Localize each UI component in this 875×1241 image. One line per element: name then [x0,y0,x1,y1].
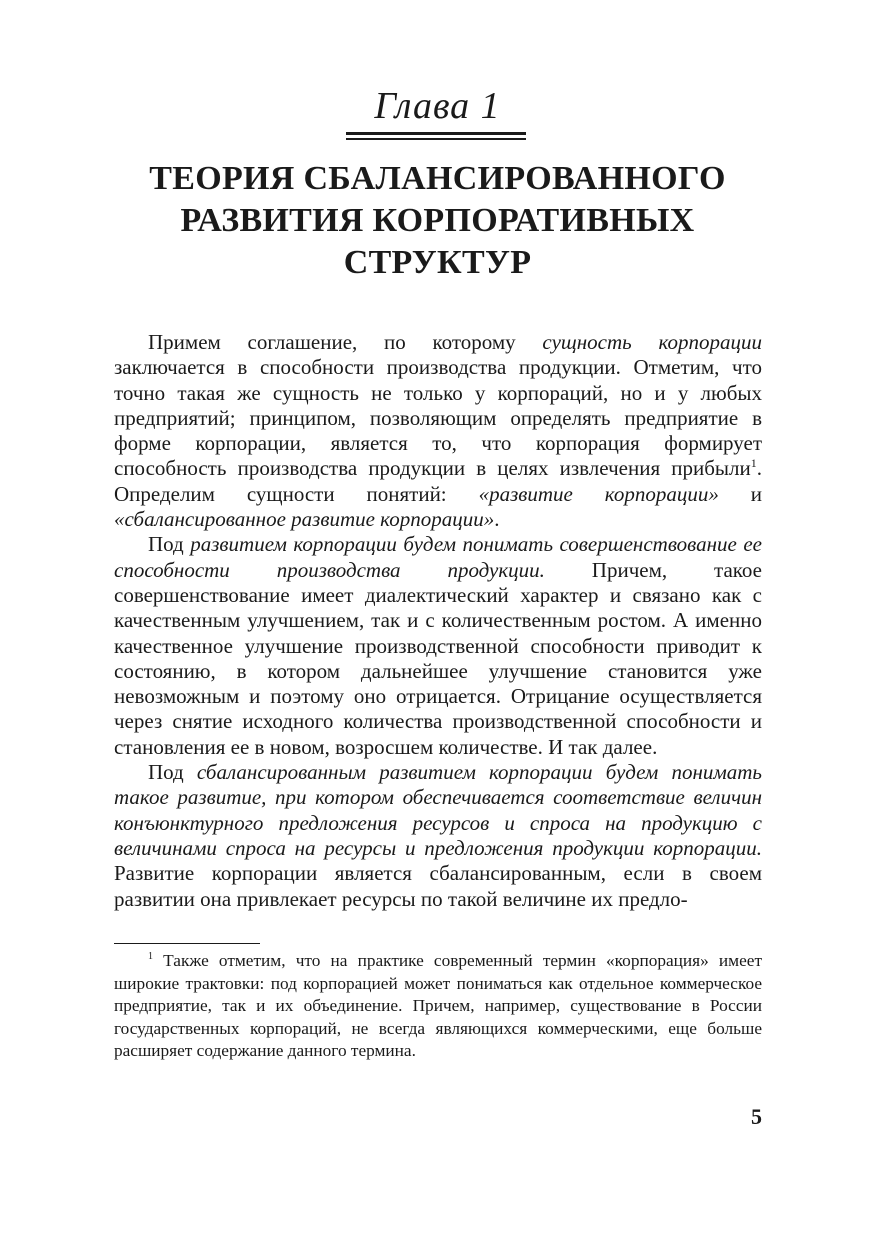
footnote-separator [114,943,260,944]
italic-definition: сбалансированным развитием корпорации будем понимать такое развитие, при котором обеспечивается соответствие величин конъюнктурного предложения ресурсов и спроса на продукцию с величинами спроса на ресурсы и предложения продукции корпорации. [114,760,762,860]
footnote-paragraph [114,950,762,1063]
chapter-rule-thick [346,132,526,135]
chapter-rule-thin [346,138,526,140]
text-run: . Определим сущности понятий: [114,456,762,506]
chapter-heading: Глава 1 [374,85,501,127]
title-line: ТЕОРИЯ СБАЛАНСИРОВАННОГО [149,160,726,197]
text-run: Примем соглашение, по которому [148,330,543,354]
text-run: Причем, такое совершенствование имеет диалектический характер и связано как с качественным улучшением, так и с количественным ростом. А именно качественное улучшение производственной способности приводит к состоянию, в котором дальнейшее улучшение становится уже невозможным и поэтому оно отрицается. Отрицание осуществляется через снятие исходного количества производственной способности и становления ее в новом, возросшем количестве. И так далее. [114,557,762,759]
chapter-title [0,158,875,284]
italic-term: «сбалансированное развитие корпорации» [114,507,495,532]
title-line: СТРУКТУР [343,244,532,281]
text-run: заключается в способности производства продукции. Отметим, что точно такая же сущность не только у корпораций, но и у любых предприятий; принципом, позволяющим определять предприятие в форме корпорации, является то, что корпорация формирует способность производства продукции в целях извлечения прибыли [114,355,762,481]
footnote [114,950,762,1063]
text-run: Развитие корпорации является сбалансированным, если в своем развитии она привлекает ресурсы по такой величине их предло- [114,861,762,911]
footnote-reference: 1 [750,456,757,471]
italic-term: «развитие корпорации» [478,481,719,506]
paragraph [114,760,762,912]
italic-definition: развитием корпорации будем понимать совершенствование ее способности производства продукции. [114,532,762,582]
title-line: РАЗВИТИЯ КОРПОРАТИВНЫХ [180,202,695,239]
text-run: Под [148,760,197,785]
text-run: Под [148,532,191,557]
text-run: . [494,507,500,532]
footnote-mark: 1 [148,951,153,963]
page-number: 5 [751,1104,762,1129]
paragraph [114,532,762,760]
italic-term: сущность корпорации [542,330,762,354]
body-text [114,330,762,912]
paragraph [114,330,762,532]
footnote-text: Также отметим, что на практике современный термин «корпорация» имеет широкие трактовки: под корпорацией может пониматься как отдельное коммерческое предприятие, так и их объединение. Причем, например, существование в России государственных корпораций, не всегда являющихся коммерческими, еще больше расширяет содержание данного термина. [114,951,762,1061]
text-run: и [718,481,762,506]
